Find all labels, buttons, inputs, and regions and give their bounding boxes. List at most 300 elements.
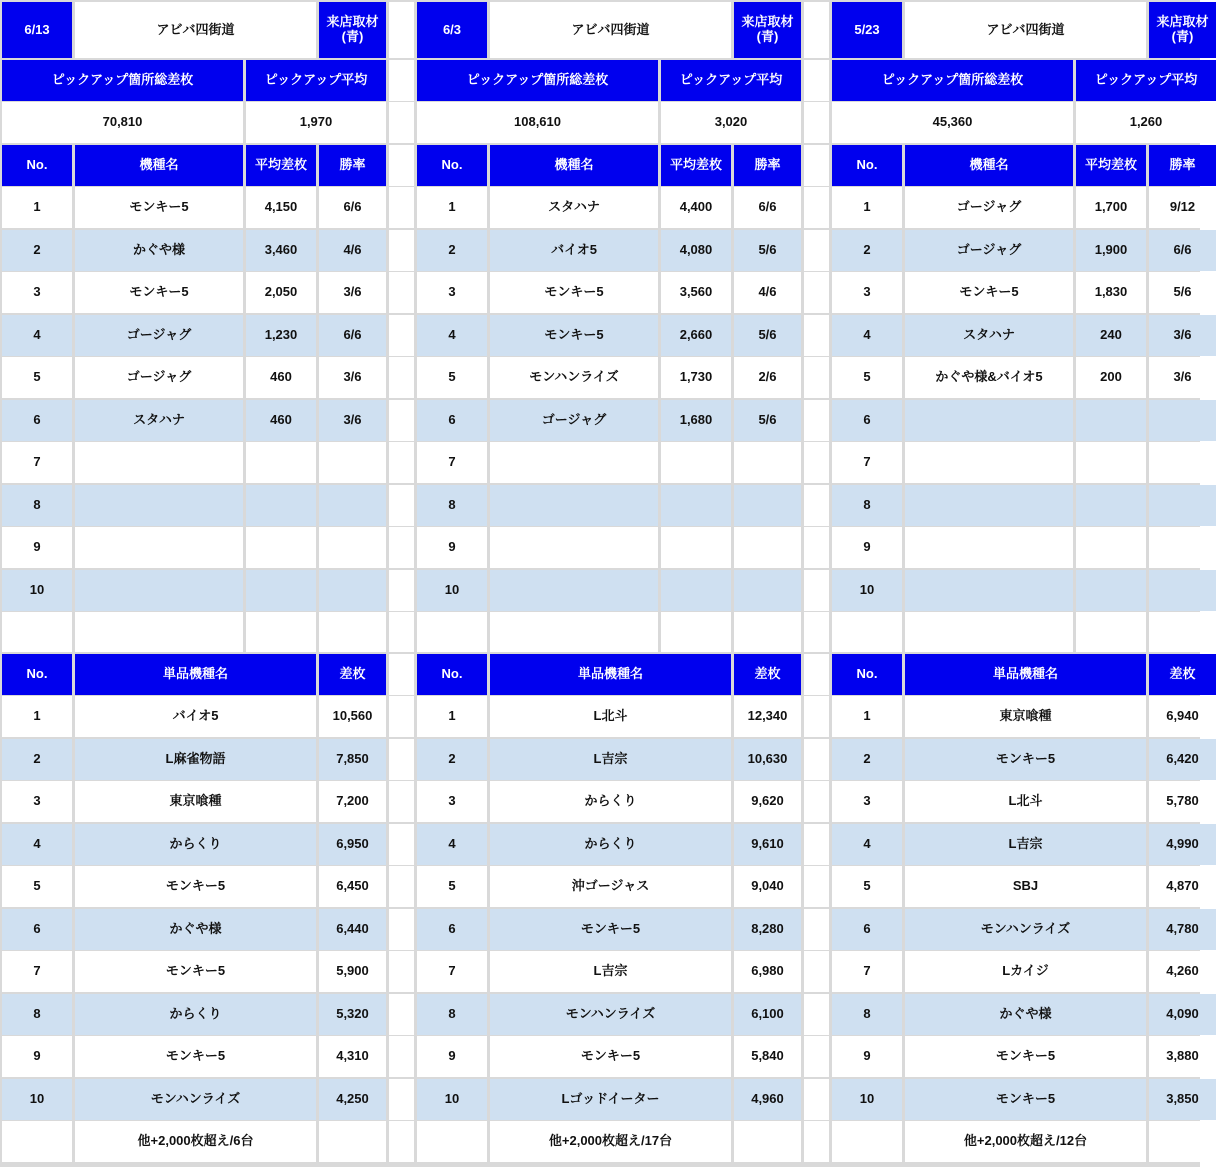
- col-header-no: No.: [417, 654, 487, 695]
- column-gap: [389, 612, 414, 652]
- single-row-machine: モンキー5: [905, 1079, 1146, 1120]
- single-row-machine: バイオ5: [75, 696, 316, 737]
- pickup-avg-label: ピックアップ平均: [1076, 60, 1216, 101]
- col-header-avg-diff: 平均差枚: [246, 145, 316, 186]
- column-gap: [804, 2, 829, 58]
- pickup-row-no: 2: [832, 230, 902, 271]
- single-row-no: 6: [417, 909, 487, 950]
- pickup-row-no: 10: [832, 570, 902, 611]
- pickup-row-machine: モンキー5: [75, 187, 243, 228]
- col-header-single-machine: 単品機種名: [490, 654, 731, 695]
- column-gap: [804, 781, 829, 822]
- column-gap: [804, 102, 829, 143]
- single-row-machine: 東京喰種: [75, 781, 316, 822]
- column-gap: [804, 230, 829, 271]
- pickup-row-machine: [490, 570, 658, 611]
- pickup-row-no: 8: [2, 485, 72, 526]
- pickup-row-win-rate: 6/6: [734, 187, 801, 228]
- single-row-machine: からくり: [490, 824, 731, 865]
- pickup-row-machine: [490, 527, 658, 568]
- pickup-row-avg-diff: 1,680: [661, 400, 731, 441]
- spacer-cell: [319, 612, 386, 652]
- single-row-no: 8: [832, 994, 902, 1035]
- single-row-no: 7: [2, 951, 72, 992]
- visit-label: 来店取材: [1156, 14, 1209, 30]
- column-gap: [389, 824, 414, 865]
- pickup-row-machine: モンキー5: [905, 272, 1073, 313]
- visit-badge: [319, 2, 386, 58]
- pickup-row-win-rate: 3/6: [319, 400, 386, 441]
- pickup-row-avg-diff: 200: [1076, 357, 1146, 398]
- pickup-row-no: 8: [417, 485, 487, 526]
- pickup-row-win-rate: 5/6: [734, 315, 801, 356]
- pickup-total-label: ピックアップ箇所総差枚: [832, 60, 1073, 101]
- single-row-no: 4: [832, 824, 902, 865]
- pickup-row-win-rate: [1149, 400, 1216, 441]
- pickup-row-win-rate: [1149, 485, 1216, 526]
- column-gap: [389, 1079, 414, 1120]
- pickup-row-avg-diff: 4,400: [661, 187, 731, 228]
- column-gap: [389, 485, 414, 526]
- pickup-row-no: 3: [2, 272, 72, 313]
- col-header-no: No.: [2, 145, 72, 186]
- spacer-cell: [417, 612, 487, 652]
- pickup-row-avg-diff: 4,080: [661, 230, 731, 271]
- column-gap: [389, 60, 414, 101]
- column-gap: [804, 739, 829, 780]
- pickup-row-win-rate: 6/6: [1149, 230, 1216, 271]
- visit-label: 来店取材: [741, 14, 794, 30]
- store-name: アビバ四街道: [75, 2, 316, 58]
- spacer-cell: [246, 612, 316, 652]
- pickup-row-no: 4: [832, 315, 902, 356]
- pickup-total-label: ピックアップ箇所総差枚: [2, 60, 243, 101]
- pickup-row-avg-diff: 460: [246, 400, 316, 441]
- pickup-row-avg-diff: [1076, 400, 1146, 441]
- pickup-avg-label: ピックアップ平均: [661, 60, 801, 101]
- pickup-row-win-rate: [1149, 442, 1216, 483]
- col-header-no: No.: [417, 145, 487, 186]
- single-row-diff: 6,440: [319, 909, 386, 950]
- pickup-row-no: 7: [2, 442, 72, 483]
- single-row-diff: 7,850: [319, 739, 386, 780]
- single-row-machine: モンキー5: [490, 909, 731, 950]
- pickup-row-no: 7: [417, 442, 487, 483]
- single-row-no: 1: [832, 696, 902, 737]
- store-name: アビバ四街道: [905, 2, 1146, 58]
- column-gap: [389, 994, 414, 1035]
- pickup-row-no: 7: [832, 442, 902, 483]
- col-header-machine: 機種名: [490, 145, 658, 186]
- single-row-diff: 9,620: [734, 781, 801, 822]
- spacer-cell: [1076, 612, 1146, 652]
- pickup-row-avg-diff: 1,700: [1076, 187, 1146, 228]
- single-row-diff: 4,250: [319, 1079, 386, 1120]
- column-gap: [804, 570, 829, 611]
- pickup-row-no: 6: [2, 400, 72, 441]
- pickup-row-machine: スタハナ: [905, 315, 1073, 356]
- pickup-row-no: 10: [2, 570, 72, 611]
- column-gap: [804, 1079, 829, 1120]
- single-row-machine: からくり: [490, 781, 731, 822]
- pickup-row-avg-diff: 4,150: [246, 187, 316, 228]
- pickup-avg-value: 1,970: [246, 102, 386, 143]
- single-row-no: 2: [417, 739, 487, 780]
- pickup-row-no: 5: [417, 357, 487, 398]
- single-row-diff: 9,040: [734, 866, 801, 907]
- single-row-no: 10: [2, 1079, 72, 1120]
- pickup-avg-label: ピックアップ平均: [246, 60, 386, 101]
- pickup-row-win-rate: [734, 527, 801, 568]
- column-gap: [389, 145, 414, 186]
- pickup-row-win-rate: 4/6: [734, 272, 801, 313]
- pickup-avg-value: 1,260: [1076, 102, 1216, 143]
- single-row-machine: モンキー5: [905, 739, 1146, 780]
- column-gap: [804, 442, 829, 483]
- column-gap: [804, 612, 829, 652]
- pickup-row-machine: ゴージャグ: [75, 315, 243, 356]
- column-gap: [804, 951, 829, 992]
- single-row-machine: L北斗: [905, 781, 1146, 822]
- pickup-row-no: 6: [832, 400, 902, 441]
- pickup-row-machine: バイオ5: [490, 230, 658, 271]
- pickup-total-value: 108,610: [417, 102, 658, 143]
- single-row-no: 7: [417, 951, 487, 992]
- single-row-diff: 6,450: [319, 866, 386, 907]
- single-row-machine: L吉宗: [490, 951, 731, 992]
- spacer-cell: [1149, 612, 1216, 652]
- col-header-machine: 機種名: [75, 145, 243, 186]
- pickup-row-machine: ゴージャグ: [905, 187, 1073, 228]
- pickup-row-avg-diff: [661, 527, 731, 568]
- single-row-machine: Lゴッドイーター: [490, 1079, 731, 1120]
- single-row-diff: 6,980: [734, 951, 801, 992]
- pickup-row-win-rate: [319, 442, 386, 483]
- others-blank: [417, 1121, 487, 1162]
- single-row-diff: 4,090: [1149, 994, 1216, 1035]
- column-gap: [804, 400, 829, 441]
- pickup-row-no: 2: [417, 230, 487, 271]
- pickup-row-no: 3: [832, 272, 902, 313]
- column-gap: [389, 1036, 414, 1077]
- col-header-avg-diff: 平均差枚: [661, 145, 731, 186]
- pickup-avg-value: 3,020: [661, 102, 801, 143]
- pickup-row-machine: スタハナ: [490, 187, 658, 228]
- spacer-cell: [905, 612, 1073, 652]
- column-gap: [389, 102, 414, 143]
- single-row-diff: 6,940: [1149, 696, 1216, 737]
- single-row-machine: L麻雀物語: [75, 739, 316, 780]
- single-row-diff: 9,610: [734, 824, 801, 865]
- col-header-single-machine: 単品機種名: [75, 654, 316, 695]
- pickup-row-avg-diff: [246, 485, 316, 526]
- pickup-row-avg-diff: [661, 442, 731, 483]
- pickup-row-avg-diff: 1,900: [1076, 230, 1146, 271]
- visit-label-sub: (青): [341, 29, 364, 44]
- pickup-row-no: 5: [832, 357, 902, 398]
- column-gap: [389, 866, 414, 907]
- spacer-cell: [490, 612, 658, 652]
- pickup-row-win-rate: [734, 485, 801, 526]
- pickup-row-avg-diff: [1076, 527, 1146, 568]
- single-row-diff: 6,420: [1149, 739, 1216, 780]
- pickup-row-avg-diff: [1076, 442, 1146, 483]
- pickup-row-machine: モンキー5: [490, 272, 658, 313]
- single-row-diff: 5,900: [319, 951, 386, 992]
- col-header-diff: 差枚: [734, 654, 801, 695]
- column-gap: [389, 909, 414, 950]
- column-gap: [389, 315, 414, 356]
- pickup-row-machine: モンキー5: [75, 272, 243, 313]
- column-gap: [804, 1036, 829, 1077]
- single-row-machine: L吉宗: [490, 739, 731, 780]
- date-cell: 6/13: [2, 2, 72, 58]
- single-row-no: 10: [417, 1079, 487, 1120]
- others-blank: [2, 1121, 72, 1162]
- single-row-no: 10: [832, 1079, 902, 1120]
- pickup-row-machine: [490, 442, 658, 483]
- visit-badge: [734, 2, 801, 58]
- pickup-row-machine: かぐや様: [75, 230, 243, 271]
- column-gap: [804, 60, 829, 101]
- visit-label-sub: (青): [1171, 29, 1194, 44]
- pickup-row-win-rate: 9/12: [1149, 187, 1216, 228]
- pickup-row-avg-diff: 2,660: [661, 315, 731, 356]
- pickup-row-win-rate: [734, 442, 801, 483]
- column-gap: [804, 696, 829, 737]
- single-row-machine: モンハンライズ: [905, 909, 1146, 950]
- pickup-row-no: 2: [2, 230, 72, 271]
- pickup-row-machine: [75, 442, 243, 483]
- single-row-no: 3: [417, 781, 487, 822]
- pickup-row-no: 9: [832, 527, 902, 568]
- column-gap: [804, 187, 829, 228]
- single-row-diff: 4,310: [319, 1036, 386, 1077]
- single-row-no: 3: [832, 781, 902, 822]
- pickup-row-machine: かぐや様&バイオ5: [905, 357, 1073, 398]
- single-row-diff: 4,870: [1149, 866, 1216, 907]
- single-row-diff: 8,280: [734, 909, 801, 950]
- pickup-row-avg-diff: 460: [246, 357, 316, 398]
- col-header-no: No.: [2, 654, 72, 695]
- single-row-machine: かぐや様: [905, 994, 1146, 1035]
- pickup-row-win-rate: 3/6: [1149, 357, 1216, 398]
- pickup-row-machine: [905, 485, 1073, 526]
- single-row-no: 2: [2, 739, 72, 780]
- single-row-no: 4: [2, 824, 72, 865]
- column-gap: [389, 187, 414, 228]
- single-row-no: 5: [832, 866, 902, 907]
- pickup-row-win-rate: 5/6: [734, 230, 801, 271]
- column-gap: [804, 824, 829, 865]
- pickup-row-machine: ゴージャグ: [75, 357, 243, 398]
- pickup-row-machine: モンキー5: [490, 315, 658, 356]
- col-header-no: No.: [832, 654, 902, 695]
- pickup-row-avg-diff: [661, 485, 731, 526]
- pickup-row-win-rate: 4/6: [319, 230, 386, 271]
- single-row-machine: L北斗: [490, 696, 731, 737]
- pickup-row-win-rate: 5/6: [734, 400, 801, 441]
- pickup-row-win-rate: 3/6: [319, 272, 386, 313]
- single-row-machine: モンキー5: [75, 951, 316, 992]
- spacer-cell: [75, 612, 243, 652]
- single-row-machine: モンキー5: [75, 866, 316, 907]
- col-header-no: No.: [832, 145, 902, 186]
- others-note: 他+2,000枚超え/12台: [905, 1121, 1146, 1162]
- single-row-no: 4: [417, 824, 487, 865]
- single-row-machine: からくり: [75, 824, 316, 865]
- pickup-row-avg-diff: [1076, 570, 1146, 611]
- column-gap: [389, 739, 414, 780]
- pickup-row-machine: [75, 527, 243, 568]
- single-row-machine: SBJ: [905, 866, 1146, 907]
- pickup-row-no: 5: [2, 357, 72, 398]
- visit-label: 来店取材: [326, 14, 379, 30]
- pickup-row-avg-diff: [246, 570, 316, 611]
- pickup-row-machine: [905, 570, 1073, 611]
- pickup-row-machine: モンハンライズ: [490, 357, 658, 398]
- col-header-avg-diff: 平均差枚: [1076, 145, 1146, 186]
- column-gap: [389, 696, 414, 737]
- single-row-no: 6: [2, 909, 72, 950]
- single-row-diff: 12,340: [734, 696, 801, 737]
- single-row-no: 3: [2, 781, 72, 822]
- single-row-no: 2: [832, 739, 902, 780]
- pickup-row-machine: [490, 485, 658, 526]
- single-row-machine: モンキー5: [905, 1036, 1146, 1077]
- pickup-row-no: 1: [832, 187, 902, 228]
- single-row-no: 9: [832, 1036, 902, 1077]
- column-gap: [804, 909, 829, 950]
- column-gap: [804, 866, 829, 907]
- single-row-no: 8: [417, 994, 487, 1035]
- column-gap: [804, 994, 829, 1035]
- pickup-row-avg-diff: [1076, 485, 1146, 526]
- single-row-diff: 3,880: [1149, 1036, 1216, 1077]
- pickup-row-no: 1: [417, 187, 487, 228]
- others-note: 他+2,000枚超え/6台: [75, 1121, 316, 1162]
- single-row-no: 5: [2, 866, 72, 907]
- pickup-row-machine: [905, 527, 1073, 568]
- pickup-row-machine: [75, 485, 243, 526]
- pickup-row-avg-diff: [246, 527, 316, 568]
- single-row-diff: 4,260: [1149, 951, 1216, 992]
- pickup-row-win-rate: [319, 527, 386, 568]
- pickup-row-win-rate: 2/6: [734, 357, 801, 398]
- pickup-row-win-rate: [1149, 570, 1216, 611]
- single-row-no: 6: [832, 909, 902, 950]
- pickup-row-win-rate: [319, 570, 386, 611]
- col-header-single-machine: 単品機種名: [905, 654, 1146, 695]
- single-row-diff: 10,630: [734, 739, 801, 780]
- store-name: アビバ四街道: [490, 2, 731, 58]
- column-gap: [804, 145, 829, 186]
- col-header-diff: 差枚: [1149, 654, 1216, 695]
- single-row-no: 8: [2, 994, 72, 1035]
- pickup-row-avg-diff: 1,730: [661, 357, 731, 398]
- col-header-win-rate: 勝率: [734, 145, 801, 186]
- column-gap: [389, 570, 414, 611]
- others-blank: [832, 1121, 902, 1162]
- single-row-diff: 5,780: [1149, 781, 1216, 822]
- single-row-diff: 6,950: [319, 824, 386, 865]
- spacer-cell: [734, 612, 801, 652]
- column-gap: [389, 400, 414, 441]
- pickup-row-avg-diff: 1,830: [1076, 272, 1146, 313]
- column-gap: [804, 485, 829, 526]
- single-row-machine: Lカイジ: [905, 951, 1146, 992]
- spacer-cell: [2, 612, 72, 652]
- pickup-row-machine: ゴージャグ: [490, 400, 658, 441]
- single-row-no: 1: [417, 696, 487, 737]
- column-gap: [389, 442, 414, 483]
- visit-label-sub: (青): [756, 29, 779, 44]
- single-row-diff: 7,200: [319, 781, 386, 822]
- column-gap: [804, 654, 829, 695]
- single-row-machine: モンキー5: [490, 1036, 731, 1077]
- pickup-row-machine: [75, 570, 243, 611]
- single-row-no: 5: [417, 866, 487, 907]
- single-row-no: 9: [417, 1036, 487, 1077]
- pickup-row-win-rate: [734, 570, 801, 611]
- col-header-diff: 差枚: [319, 654, 386, 695]
- col-header-machine: 機種名: [905, 145, 1073, 186]
- pickup-row-avg-diff: 3,460: [246, 230, 316, 271]
- single-row-no: 1: [2, 696, 72, 737]
- single-row-machine: 沖ゴージャス: [490, 866, 731, 907]
- pickup-row-avg-diff: 2,050: [246, 272, 316, 313]
- date-cell: 5/23: [832, 2, 902, 58]
- column-gap: [389, 2, 414, 58]
- column-gap: [804, 527, 829, 568]
- spacer-cell: [661, 612, 731, 652]
- pickup-row-no: 4: [2, 315, 72, 356]
- single-row-no: 9: [2, 1036, 72, 1077]
- single-row-diff: 4,990: [1149, 824, 1216, 865]
- pickup-total-value: 70,810: [2, 102, 243, 143]
- single-row-diff: 6,100: [734, 994, 801, 1035]
- column-gap: [804, 357, 829, 398]
- pickup-row-avg-diff: 1,230: [246, 315, 316, 356]
- column-gap: [389, 272, 414, 313]
- pickup-row-machine: スタハナ: [75, 400, 243, 441]
- col-header-win-rate: 勝率: [1149, 145, 1216, 186]
- pickup-total-value: 45,360: [832, 102, 1073, 143]
- pickup-row-win-rate: 3/6: [319, 357, 386, 398]
- pickup-row-win-rate: 5/6: [1149, 272, 1216, 313]
- column-gap: [804, 315, 829, 356]
- pickup-row-no: 3: [417, 272, 487, 313]
- pickup-row-win-rate: [319, 485, 386, 526]
- pickup-row-no: 1: [2, 187, 72, 228]
- pickup-total-label: ピックアップ箇所総差枚: [417, 60, 658, 101]
- column-gap: [389, 527, 414, 568]
- pickup-row-no: 4: [417, 315, 487, 356]
- column-gap: [389, 951, 414, 992]
- pickup-row-win-rate: 6/6: [319, 187, 386, 228]
- column-gap: [389, 654, 414, 695]
- column-gap: [389, 1121, 414, 1162]
- pickup-row-win-rate: [1149, 527, 1216, 568]
- single-row-diff: 3,850: [1149, 1079, 1216, 1120]
- single-row-diff: 10,560: [319, 696, 386, 737]
- col-header-win-rate: 勝率: [319, 145, 386, 186]
- pickup-row-machine: [905, 400, 1073, 441]
- pickup-row-win-rate: 6/6: [319, 315, 386, 356]
- single-row-no: 7: [832, 951, 902, 992]
- others-blank: [734, 1121, 801, 1162]
- column-gap: [804, 1121, 829, 1162]
